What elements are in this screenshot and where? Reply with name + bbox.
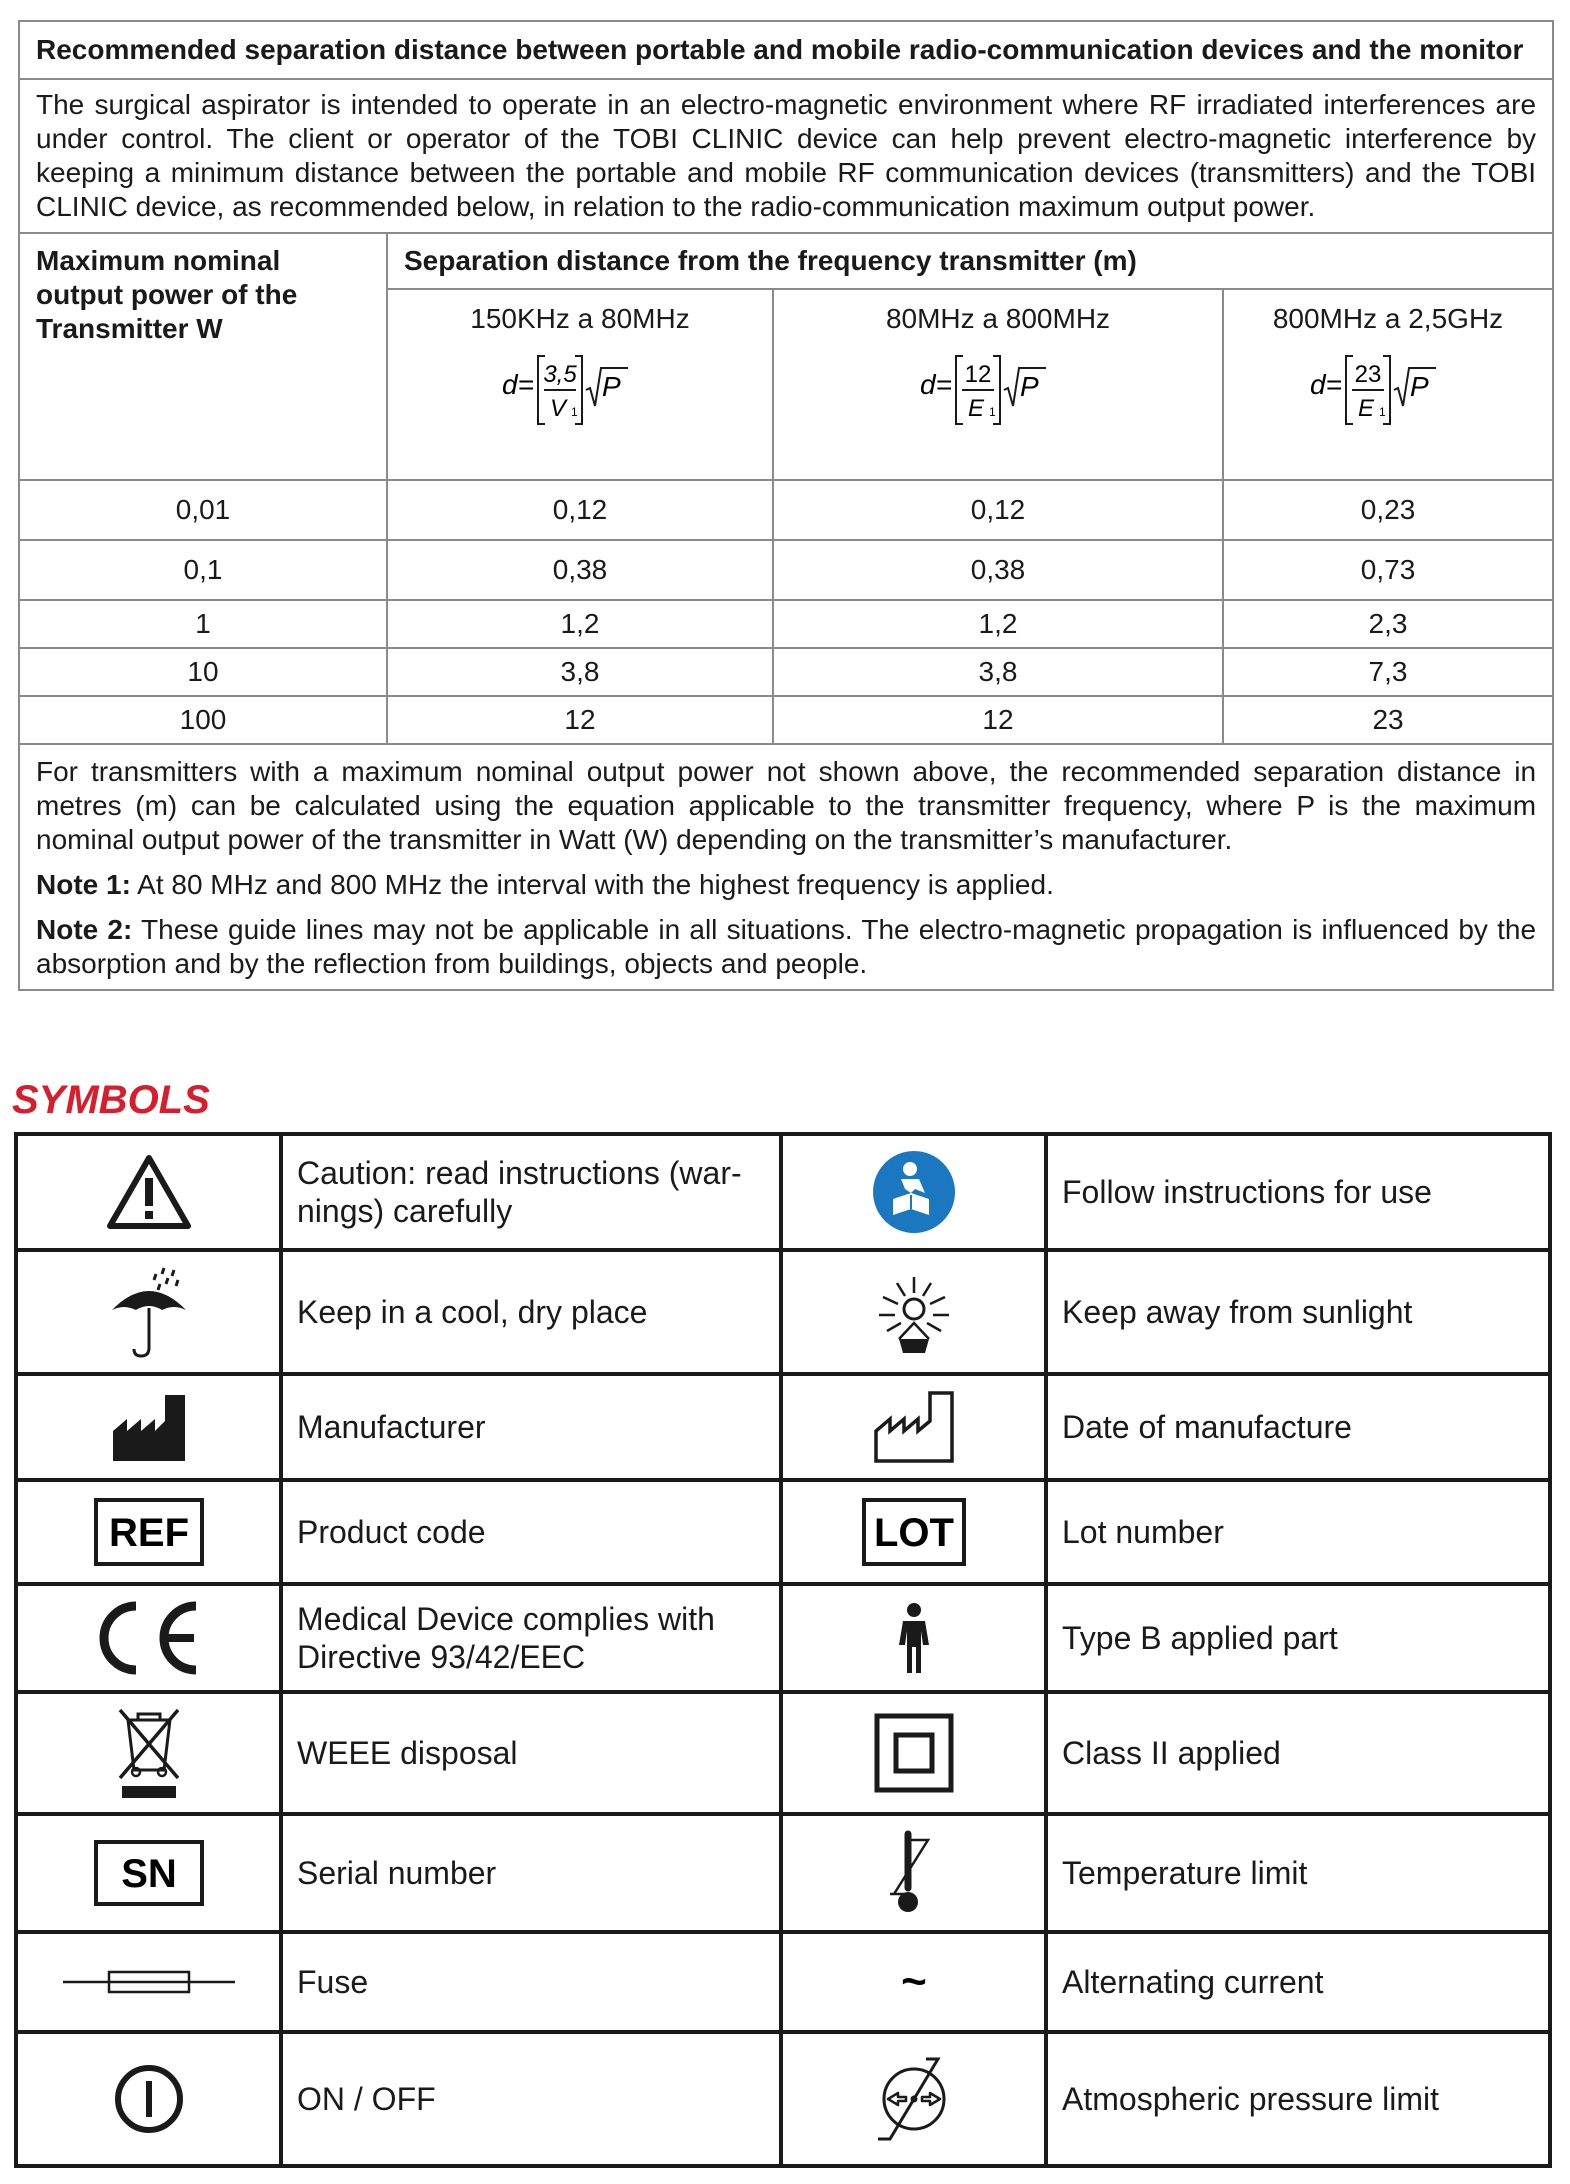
symbol-label: Alternating current: [1046, 1932, 1550, 2032]
symbol-label: Lot number: [1046, 1480, 1550, 1584]
formula-numerator: 23: [1354, 361, 1382, 388]
band-label: 80MHz a 800MHz: [885, 303, 1111, 334]
formula-denominator: E: [1358, 395, 1375, 422]
symbol-label: WEEE disposal: [281, 1692, 781, 1814]
symbol-row: [16, 1134, 1550, 1250]
table-row: [19, 540, 1553, 600]
band-header-2: [773, 289, 1223, 480]
separation-distance-table: [18, 20, 1554, 991]
note-1-label: Note 1:: [36, 869, 131, 900]
power-cell: 10: [19, 648, 387, 696]
symbol-row: [16, 1692, 1550, 1814]
sn-text: SN: [120, 1852, 177, 1896]
power-cell: 0,1: [19, 540, 387, 600]
sunlight-icon: [869, 1267, 959, 1357]
symbol-label: Manufacturer: [281, 1374, 781, 1480]
symbol-label: Temperature limit: [1046, 1814, 1550, 1932]
symbol-label: Atmospheric pressure limit: [1046, 2032, 1550, 2166]
factory-filled-icon: [109, 1391, 189, 1463]
symbol-label: Date of manufacture: [1046, 1374, 1550, 1480]
formula-root: P: [1410, 371, 1429, 402]
table-row: [19, 600, 1553, 648]
pressure-limit-icon: [866, 2047, 962, 2151]
type-b-person-icon: [889, 1601, 939, 1675]
symbol-label: Product code: [281, 1480, 781, 1584]
factory-outline-icon: [872, 1389, 956, 1465]
ref-box-icon: [93, 1497, 205, 1567]
thermometer-limit-icon: [884, 1826, 944, 1920]
symbol-label: Caution: read instructions (war- nings) carefully: [281, 1134, 781, 1250]
power-cell: 1: [19, 600, 387, 648]
symbol-label: ON / OFF: [281, 2032, 781, 2166]
table-title: Recommended separation distance between portable and mobile radio-communication devices and the monitor: [19, 21, 1553, 79]
distance-cell: 3,8: [773, 648, 1223, 696]
symbol-label: Serial number: [281, 1814, 781, 1932]
distance-cell: 0,12: [387, 480, 773, 540]
power-cell: 0,01: [19, 480, 387, 540]
table-row: [19, 480, 1553, 540]
symbol-label: Type B applied part: [1046, 1584, 1550, 1692]
lot-box-icon: [861, 1497, 967, 1567]
sn-box-icon: [93, 1839, 205, 1907]
band-label: 800MHz a 2,5GHz: [1272, 303, 1504, 334]
band-header-1: [387, 289, 773, 480]
note-1-text: At 80 MHz and 800 MHz the interval with the highest frequency is applied.: [130, 869, 1054, 900]
symbol-row: [16, 1932, 1550, 2032]
distance-cell: 2,3: [1223, 600, 1553, 648]
symbol-row: [16, 1814, 1550, 1932]
symbol-label: Follow instructions for use: [1046, 1134, 1550, 1250]
symbol-row: [16, 2032, 1550, 2166]
formula-band-1: [500, 348, 660, 428]
formula-d: d=: [1310, 369, 1342, 400]
symbols-heading: SYMBOLS: [12, 1078, 210, 1122]
distance-header: Separation distance from the frequency transmitter (m): [387, 233, 1553, 289]
footer-text: For transmitters with a maximum nominal output power not shown above, the recommended separation distance in metres (m) can be calculated using the equation applicable to the transmitter frequency, where P is the maximum nominal output power of the transmitter in Watt (W) depending on the transmitter’s manufacturer.: [36, 756, 1537, 855]
table-row: [19, 696, 1553, 744]
distance-cell: 1,2: [773, 600, 1223, 648]
symbol-row: [16, 1480, 1550, 1584]
formula-root: P: [602, 371, 621, 402]
distance-cell: 0,73: [1223, 540, 1553, 600]
note-2-text: These guide lines may not be applicable in all situations. The electro-magnetic propagation is influenced by the absorption and by the reflection from buildings, objects and people.: [36, 914, 1537, 979]
formula-subscript: 1: [571, 405, 578, 419]
symbol-label: Keep in a cool, dry place: [281, 1250, 781, 1374]
band-header-3: [1223, 289, 1553, 480]
formula-subscript: 1: [1379, 405, 1386, 419]
distance-cell: 12: [387, 696, 773, 744]
formula-numerator: 12: [964, 361, 992, 388]
distance-cell: 0,38: [773, 540, 1223, 600]
distance-cell: 1,2: [387, 600, 773, 648]
symbol-row: [16, 1584, 1550, 1692]
formula-denominator: E: [967, 395, 985, 422]
note-2-label: Note 2:: [36, 914, 133, 945]
table-row: [19, 648, 1553, 696]
formula-d: d=: [502, 369, 534, 400]
formula-band-2: [918, 348, 1078, 428]
warning-triangle-icon: [104, 1152, 194, 1232]
distance-cell: 0,23: [1223, 480, 1553, 540]
power-on-off-icon: [113, 2063, 185, 2135]
distance-cell: 0,12: [773, 480, 1223, 540]
symbol-row: [16, 1250, 1550, 1374]
table-footer: [19, 744, 1553, 990]
distance-cell: 7,3: [1223, 648, 1553, 696]
ref-text: REF: [108, 1511, 189, 1555]
umbrella-rain-icon: [104, 1264, 194, 1360]
symbol-label: Keep away from sunlight: [1046, 1250, 1550, 1374]
distance-cell: 23: [1223, 696, 1553, 744]
band-label: 150KHz a 80MHz: [470, 303, 690, 334]
ce-mark-icon: [94, 1598, 204, 1678]
note-2: [36, 913, 1536, 981]
tilde-ac-icon: [884, 1962, 944, 2002]
formula-root: P: [1020, 371, 1039, 402]
formula-numerator: 3,5: [543, 361, 577, 388]
table-intro: The surgical aspirator is intended to operate in an electro-magnetic environment where RF irradiated interferences are under control. The client or operator of the TOBI CLINIC device can help prevent electro-magnetic interference by keeping a minimum distance between the portable and mobile RF communication devices (transmitters) and the TOBI CLINIC device, as recommended below, in relation to the radio-communication maximum output power.: [19, 79, 1553, 233]
formula-band-3: [1308, 348, 1468, 428]
power-cell: 100: [19, 696, 387, 744]
distance-cell: 0,38: [387, 540, 773, 600]
power-column-header: Maximum nominal output power of the Transmitter W: [19, 233, 387, 480]
symbol-row: [16, 1374, 1550, 1480]
formula-d: d=: [920, 369, 952, 400]
instructions-manual-icon: [871, 1149, 957, 1235]
distance-cell: 3,8: [387, 648, 773, 696]
symbol-label: Class II applied: [1046, 1692, 1550, 1814]
tilde-text: ~: [900, 1962, 927, 2002]
symbol-label: Fuse: [281, 1932, 781, 2032]
weee-bin-icon: [114, 1706, 184, 1800]
note-1: [36, 868, 1536, 902]
fuse-icon: [61, 1962, 237, 2002]
symbol-label: Medical Device complies with Directive 93/42/EEC: [281, 1584, 781, 1692]
distance-cell: 12: [773, 696, 1223, 744]
lot-text: LOT: [873, 1511, 954, 1555]
formula-subscript: 1: [989, 405, 996, 419]
double-square-icon: [874, 1713, 954, 1793]
symbols-table: [14, 1132, 1552, 2168]
formula-denominator: V: [549, 395, 567, 422]
